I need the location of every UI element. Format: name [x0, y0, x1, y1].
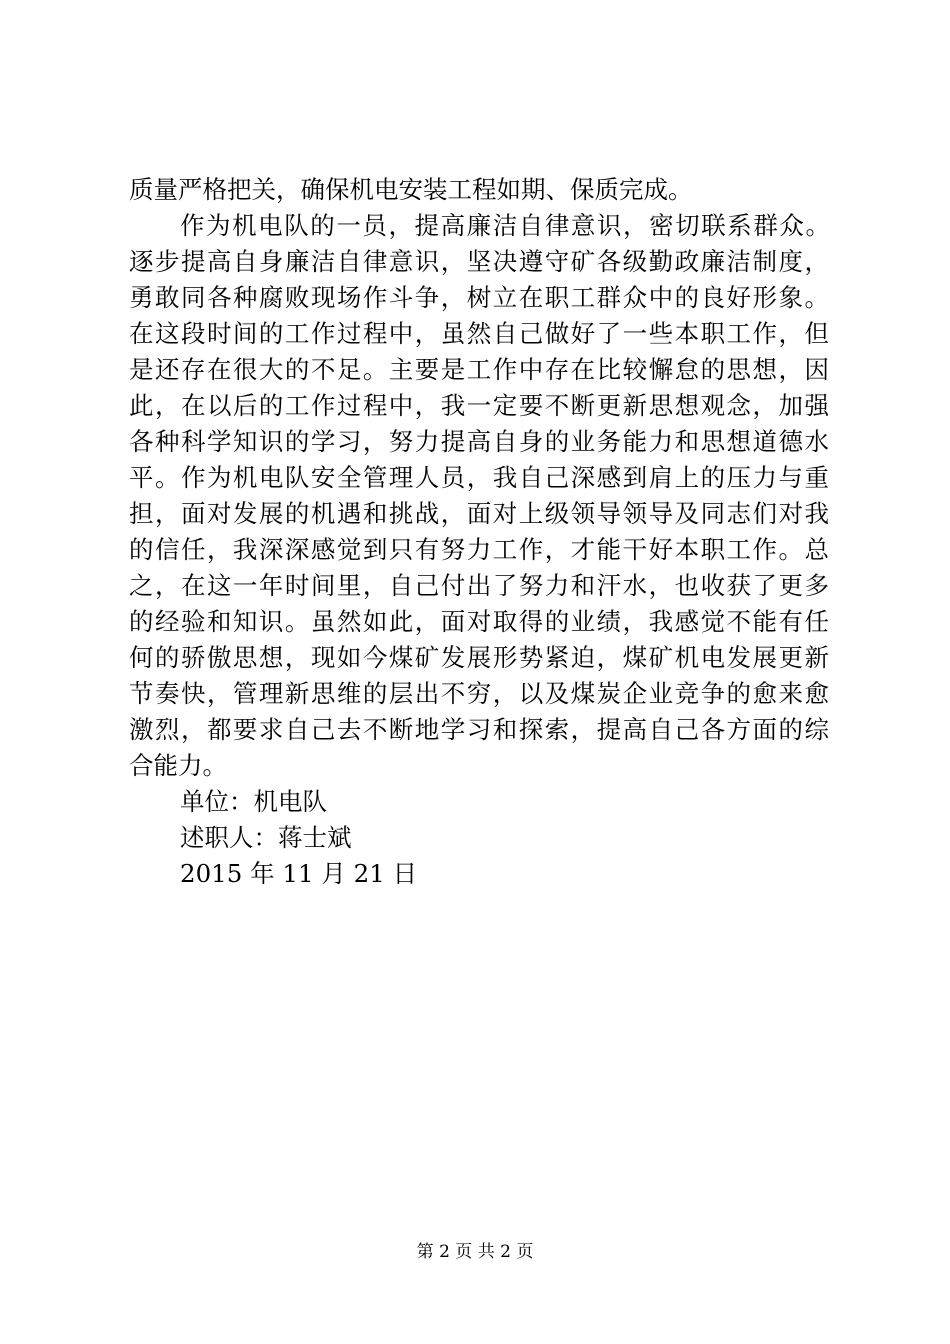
paragraph-line: 作为机电队的一员，提高廉洁自律意识，密切联系群众。: [180, 211, 830, 240]
paragraph-line: 勇敢同各种腐败现场作斗争，树立在职工群众中的良好形象。: [129, 283, 829, 312]
paragraph-line: 激烈，都要求自己去不断地学习和探索，提高自己各方面的综: [129, 715, 829, 744]
paragraph-line: 各种科学知识的学习，努力提高自身的业务能力和思想道德水: [129, 427, 829, 456]
paragraph-line: 的经验和知识。虽然如此，面对取得的业绩，我感觉不能有任: [129, 607, 829, 636]
paragraph-line: 在这段时间的工作过程中，虽然自己做好了一些本职工作，但: [129, 319, 829, 348]
signature-unit: 单位：机电队: [180, 787, 327, 816]
paragraph-line: 逐步提高自身廉洁自律意识，坚决遵守矿各级勤政廉洁制度，: [129, 247, 829, 276]
paragraph-line: 何的骄傲思想，现如今煤矿发展形势紧迫，煤矿机电发展更新: [129, 643, 829, 672]
paragraph-line: 是还存在很大的不足。主要是工作中存在比较懈怠的思想，因: [129, 355, 829, 384]
paragraph-line: 的信任，我深深感觉到只有努力工作，才能干好本职工作。总: [129, 535, 829, 564]
page-footer: 第 2 页 共 2 页: [416, 1242, 534, 1262]
paragraph-line: 合能力。: [129, 751, 227, 780]
signature-date: 2015 年 11 月 21 日: [180, 859, 418, 888]
paragraph-line: 节奏快，管理新思维的层出不穷，以及煤炭企业竞争的愈来愈: [129, 679, 829, 708]
signature-reporter: 述职人：蒋士斌: [180, 823, 352, 852]
paragraph-line: 此，在以后的工作过程中，我一定要不断更新思想观念，加强: [129, 391, 829, 420]
paragraph-line: 担，面对发展的机遇和挑战，面对上级领导领导及同志们对我: [129, 499, 829, 528]
paragraph-line: 之，在这一年时间里，自己付出了努力和汗水，也收获了更多: [129, 571, 829, 600]
paragraph-line: 质量严格把关，确保机电安装工程如期、保质完成。: [129, 175, 693, 204]
paragraph-line: 平。作为机电队安全管理人员，我自己深感到肩上的压力与重: [129, 463, 829, 492]
